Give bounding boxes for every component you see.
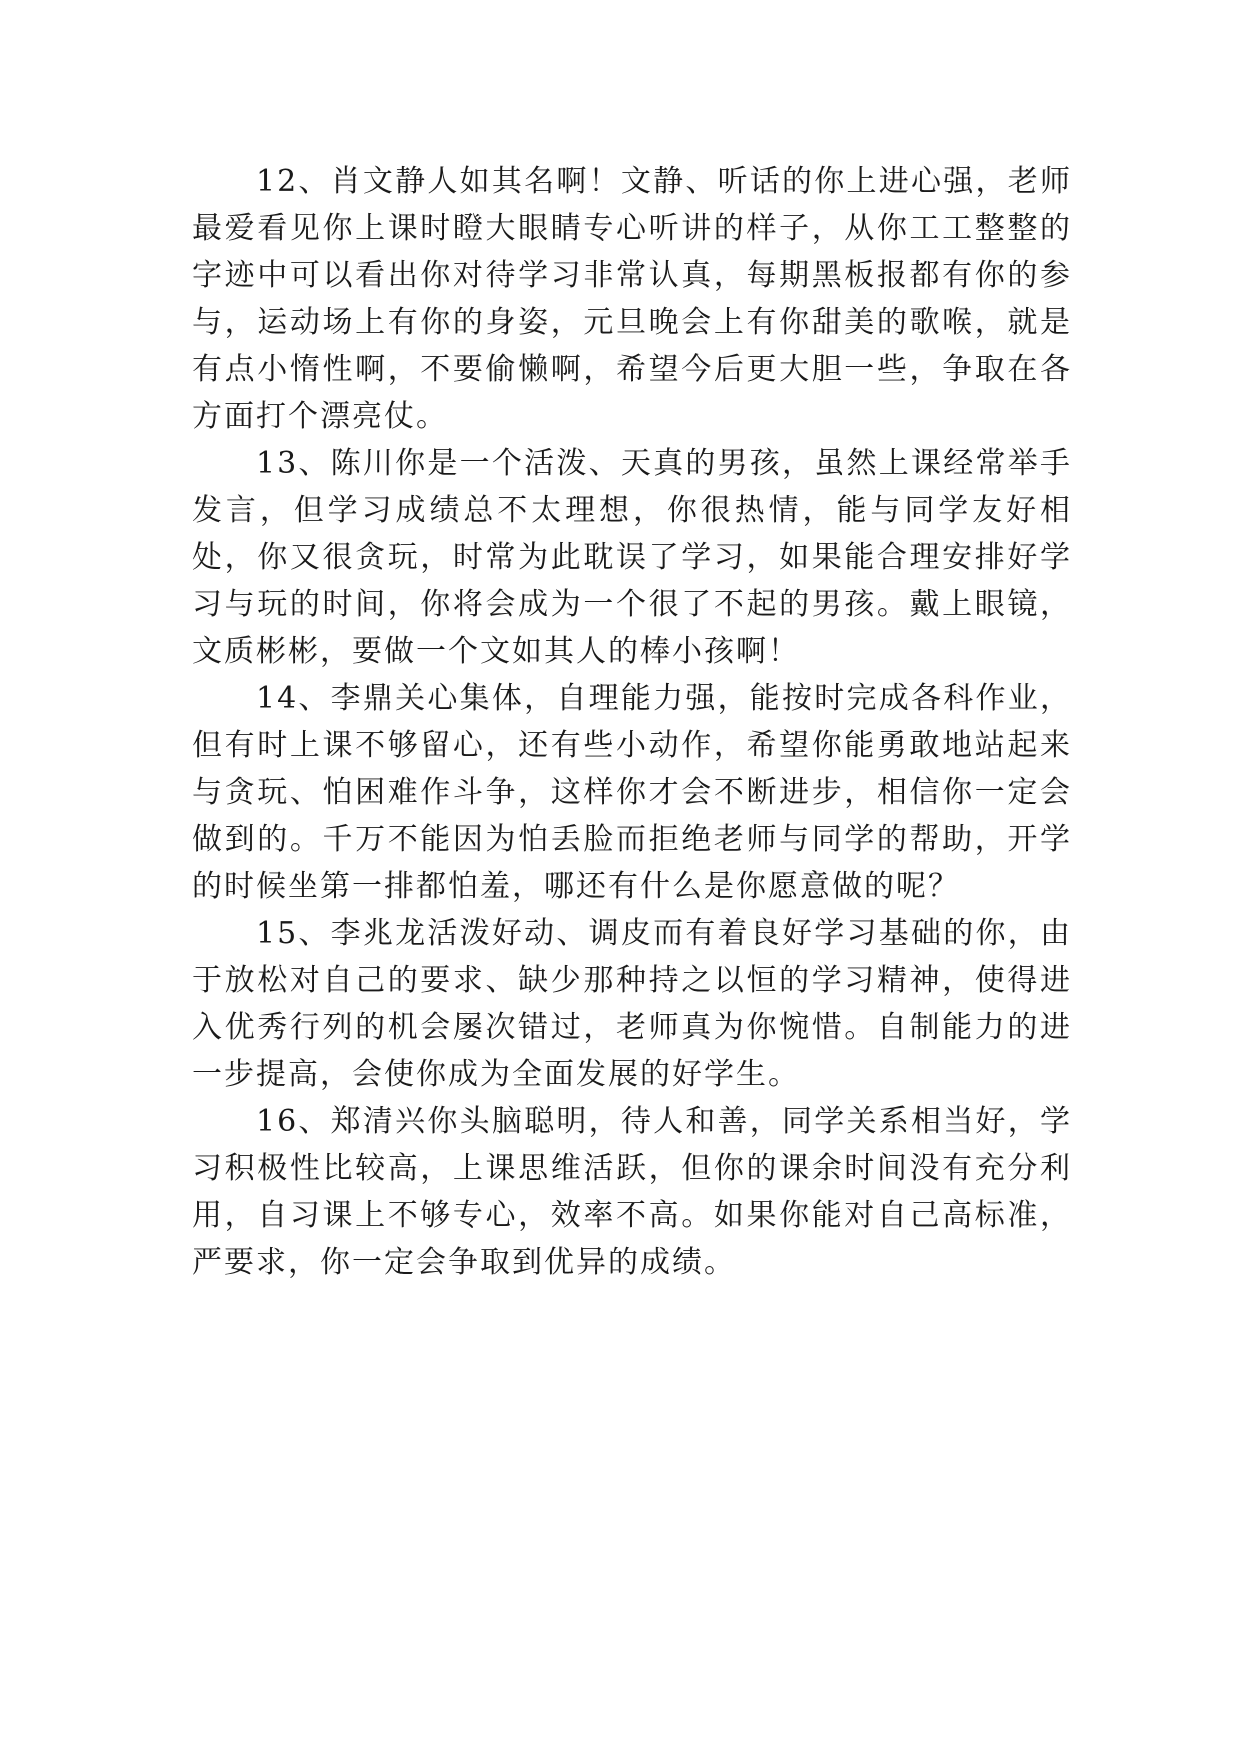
comment-paragraph-13: 13、陈川你是一个活泼、天真的男孩，虽然上课经常举手发言，但学习成绩总不太理想，你很热情，能与同学友好相处，你又很贪玩，时常为此耽误了学习，如果能合理安排好学习与玩的时间，你将会成为一个很了不起的男孩。戴上眼镜，文质彬彬，要做一个文如其人的棒小孩啊！ xyxy=(192,446,1072,669)
comment-paragraph-14: 14、李鼎关心集体，自理能力强，能按时完成各科作业，但有时上课不够留心，还有些小动作，希望你能勇敢地站起来与贪玩、怕困难作斗争，这样你才会不断进步，相信你一定会做到的。千万不能因为怕丢脸而拒绝老师与同学的帮助，开学的时候坐第一排都怕羞，哪还有什么是你愿意做的呢？ xyxy=(192,681,1072,904)
comment-paragraph-15: 15、李兆龙活泼好动、调皮而有着良好学习基础的你，由于放松对自己的要求、缺少那种持之以恒的学习精神，使得进入优秀行列的机会屡次错过，老师真为你惋惜。自制能力的进一步提高，会使你成为全面发展的好学生。 xyxy=(192,916,1072,1092)
comment-paragraph-16: 16、郑清兴你头脑聪明，待人和善，同学关系相当好，学习积极性比较高，上课思维活跃，但你的课余时间没有充分利用，自习课上不够专心，效率不高。如果你能对自己高标准，严要求，你一定会争取到优异的成绩。 xyxy=(192,1104,1072,1280)
comment-list xyxy=(192,158,1072,1286)
comment-paragraph-12: 12、肖文静人如其名啊！文静、听话的你上进心强，老师最爱看见你上课时瞪大眼睛专心听讲的样子，从你工工整整的字迹中可以看出你对待学习非常认真，每期黑板报都有你的参与，运动场上有你的身姿，元旦晚会上有你甜美的歌喉，就是有点小惰性啊，不要偷懒啊，希望今后更大胆一些，争取在各方面打个漂亮仗。 xyxy=(192,164,1072,434)
